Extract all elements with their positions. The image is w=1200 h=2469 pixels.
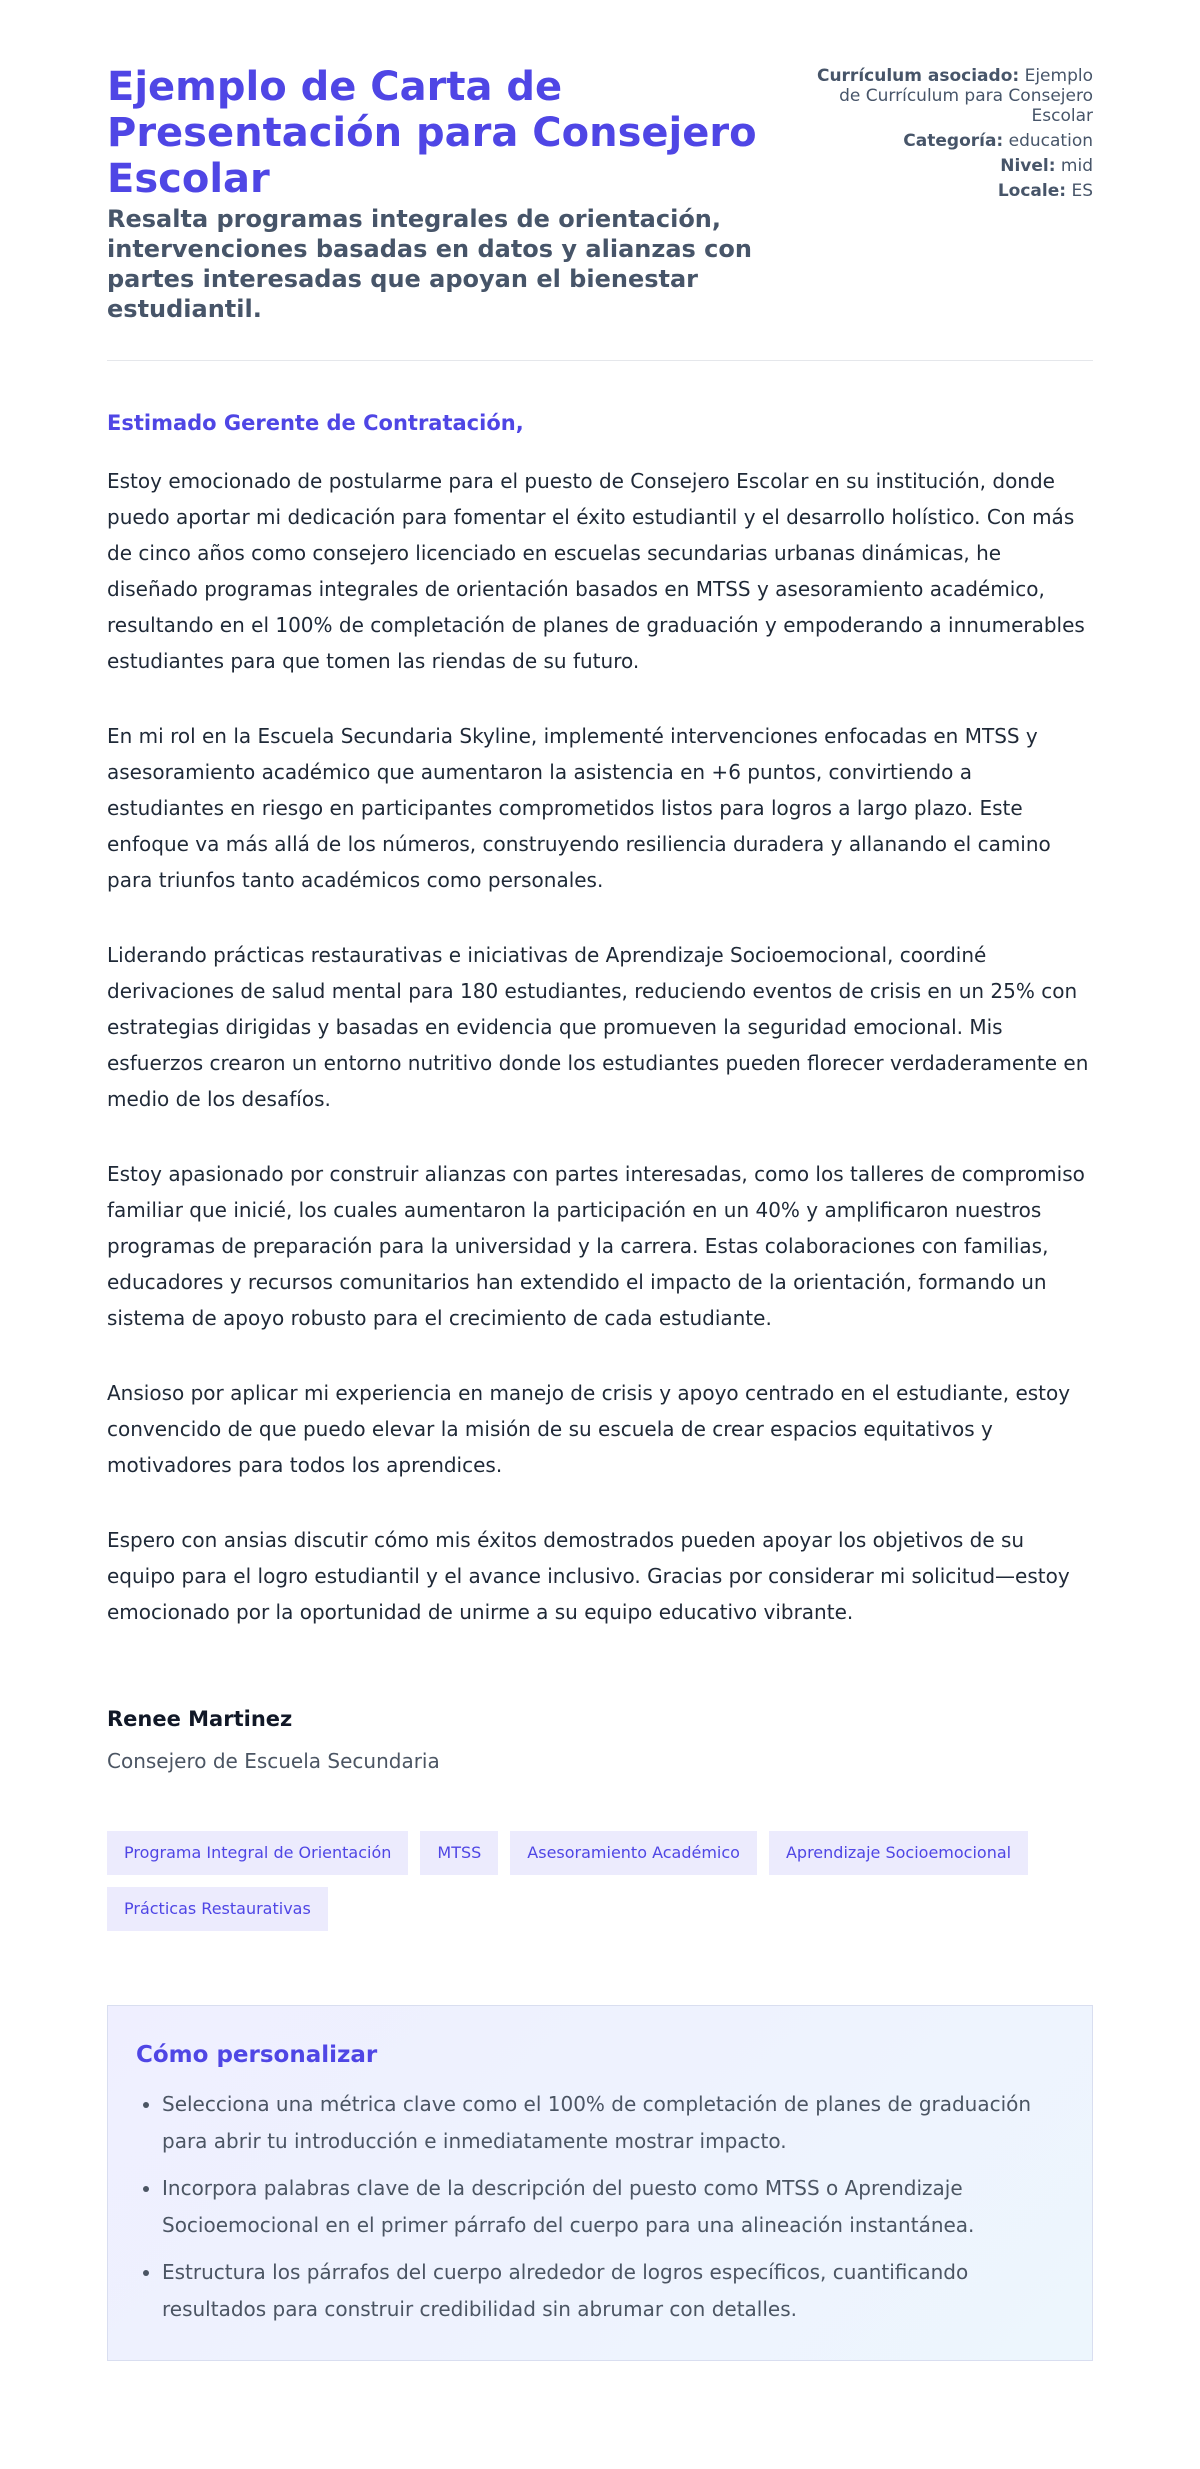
customization-tips: [107, 2005, 1093, 2361]
meta-category-label: Categoría:: [903, 131, 1004, 151]
page-header: [107, 64, 1093, 361]
tag-orientation-program[interactable]: Programa Integral de Orientación: [107, 1831, 408, 1875]
letter-paragraph-4: Estoy apasionado por construir alianzas con partes interesadas, como los talleres de compromiso familiar que inicié, los cuales aumentaron la participación en un 40% y amplificaron nuestros programas de preparación para la universidad y la carrera. Estas colaboraciones con familias, educadores y recursos comunitarios han extendido el impacto de la orientación, formando un sistema de apoyo robusto para el crecimiento de cada estudiante.: [107, 1162, 1085, 1330]
tag-academic-advising[interactable]: Asesoramiento Académico: [510, 1831, 757, 1875]
meta-category-value: education: [1008, 131, 1093, 151]
letter-paragraph-3: Liderando prácticas restaurativas e iniciativas de Aprendizaje Socioemocional, coordiné derivaciones de salud mental para 180 estudiantes, reduciendo eventos de crisis en un 25% con estrategias dirigidas y basadas en evidencia que promueven la seguridad emocional. Mis esfuerzos crearon un entorno nutritivo donde los estudiantes pueden florecer verdaderamente en medio de los desafíos.: [107, 943, 1089, 1111]
tips-title: Cómo personalizar: [136, 2042, 378, 2068]
meta-level-value: mid: [1060, 156, 1093, 176]
tag-social-emotional-learning[interactable]: Aprendizaje Socioemocional: [769, 1831, 1028, 1875]
signature-block: [107, 1669, 1093, 1775]
letter-paragraph-6: Espero con ansias discutir cómo mis éxitos demostrados pueden apoyar los objetivos de su equipo para el logro estudiantil y el avance inclusivo. Gracias por considerar mi solicitud—estoy emocionado por la oportunidad de unirme a su equipo educativo vibrante.: [107, 1528, 1070, 1624]
tip-item: • Estructura los párrafos del cuerpo alrededor de logros específicos, cuantificando resultados para construir credibilidad sin abrumar con detalles.: [162, 2254, 1064, 2328]
meta-level: [803, 156, 1093, 176]
page-subtitle: Resalta programas integrales de orientación, intervenciones basadas en datos y alianzas con partes interesadas que apoyan el bienestar estudiantil.: [107, 205, 752, 323]
document-meta: [803, 64, 1093, 206]
meta-category: [803, 131, 1093, 151]
signature-role: Consejero de Escuela Secundaria: [107, 1749, 440, 1773]
meta-locale: [803, 181, 1093, 201]
meta-resume: [803, 66, 1093, 126]
tag-mtss[interactable]: MTSS: [420, 1831, 498, 1875]
meta-locale-label: Locale:: [997, 181, 1067, 201]
tip-item: • Selecciona una métrica clave como el 100% de completación de planes de graduación para abrir tu introducción e inmediatamente mostrar impacto.: [162, 2086, 1064, 2160]
tips-list: [136, 2086, 1064, 2328]
tag-restorative-practices[interactable]: Prácticas Restaurativas: [107, 1887, 328, 1931]
meta-level-label: Nivel:: [1000, 156, 1056, 176]
meta-locale-value: ES: [1071, 181, 1093, 201]
letter-body: [107, 361, 1093, 1630]
header-titles: [107, 64, 803, 324]
meta-resume-value[interactable]: Ejemplo de Currículum para Consejero Escolar: [839, 66, 1093, 126]
meta-resume-label: Currículum asociado:: [816, 66, 1020, 86]
letter-paragraph-5: Ansioso por aplicar mi experiencia en manejo de crisis y apoyo centrado en el estudiante, estoy convencido de que puedo elevar la misión de su escuela de crear espacios equitativos y motivadores para todos los aprendices.: [107, 1381, 1071, 1477]
letter-paragraph-1: Estoy emocionado de postularme para el puesto de Consejero Escolar en su institución, donde puedo aportar mi dedicación para fomentar el éxito estudiantil y el desarrollo holístico. Con más de cinco años como consejero licenciado en escuelas secundarias urbanas dinámicas, he diseñado programas integrales de orientación basados en MTSS y asesoramiento académico, resultando en el 100% de completación de planes de graduación y empoderando a innumerables estudiantes para que tomen las riendas de su futuro.: [107, 469, 1085, 673]
keyword-tags: [107, 1831, 1093, 1931]
page-title: Ejemplo de Carta de Presentación para Consejero Escolar: [107, 64, 757, 202]
tip-item: • Incorpora palabras clave de la descripción del puesto como MTSS o Aprendizaje Socioemocional en el primer párrafo del cuerpo para una alineación instantánea.: [162, 2170, 1064, 2244]
signature-name: Renee Martinez: [107, 1707, 293, 1731]
letter-greeting: Estimado Gerente de Contratación,: [107, 411, 524, 435]
letter-paragraph-2: En mi rol en la Escuela Secundaria Skyline, implementé intervenciones enfocadas en MTSS y asesoramiento académico que aumentaron la asistencia en +6 puntos, convirtiendo a estudiantes en riesgo en participantes comprometidos listos para logros a largo plazo. Este enfoque va más allá de los números, construyendo resiliencia duradera y allanando el camino para triunfos tanto académicos como personales.: [107, 724, 1051, 892]
